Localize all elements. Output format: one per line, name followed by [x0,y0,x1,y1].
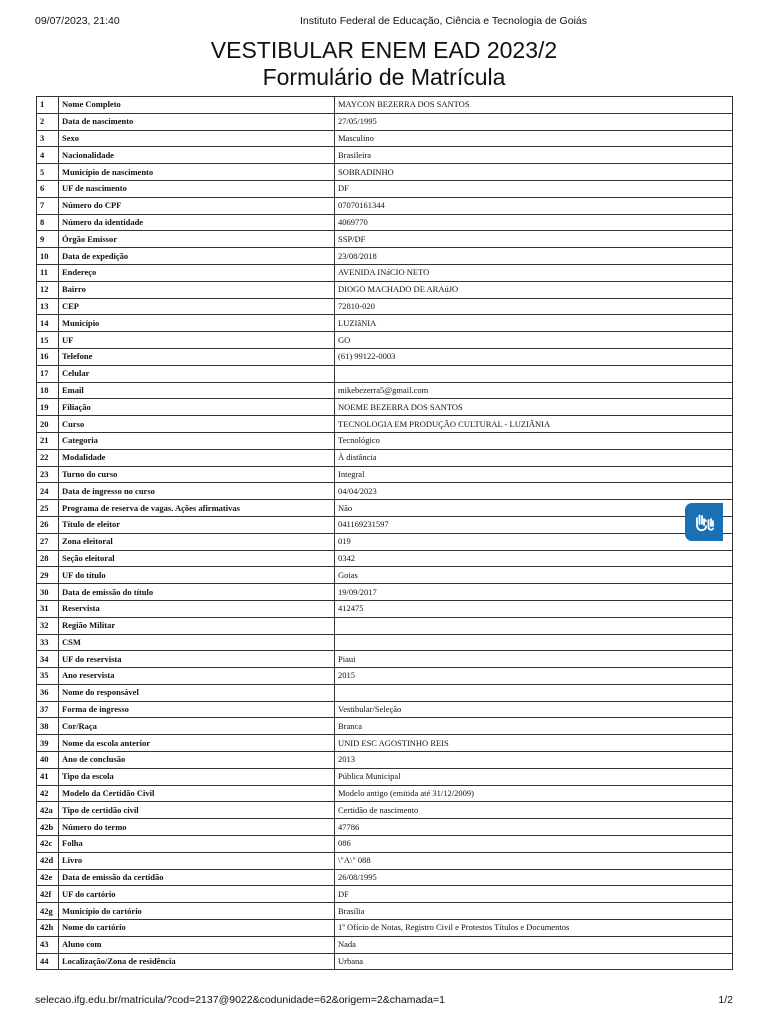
field-value: UNID ESC AGOSTINHO REIS [335,735,733,752]
field-label: Ano reservista [59,668,335,685]
field-label: Número da identidade [59,214,335,231]
field-label: Município de nascimento [59,164,335,181]
field-value [335,634,733,651]
form-row [37,819,733,836]
row-number: 34 [37,651,59,668]
field-label: UF do cartório [59,886,335,903]
print-datetime: 09/07/2023, 21:40 [35,15,120,27]
field-value: 2013 [335,752,733,769]
form-row [37,718,733,735]
field-label: Folha [59,836,335,853]
form-row [37,584,733,601]
field-label: Data de ingresso no curso [59,483,335,500]
field-label: Modelo da Certidão Civil [59,785,335,802]
row-number: 9 [37,231,59,248]
row-number: 21 [37,432,59,449]
form-row [37,886,733,903]
form-row [37,281,733,298]
form-row [37,600,733,617]
form-row [37,634,733,651]
row-number: 5 [37,164,59,181]
row-number: 35 [37,668,59,685]
form-row [37,936,733,953]
field-label: Número do termo [59,819,335,836]
field-label: Data de emissão da certidão [59,869,335,886]
enrollment-form-table [36,96,733,970]
form-row [37,752,733,769]
field-label: Nome do cartório [59,920,335,937]
form-row [37,836,733,853]
row-number: 10 [37,248,59,265]
field-value: Piaui [335,651,733,668]
field-value: GO [335,332,733,349]
field-label: Órgão Emissor [59,231,335,248]
field-label: UF do título [59,567,335,584]
row-number: 44 [37,953,59,970]
row-number: 6 [37,180,59,197]
row-number: 42f [37,886,59,903]
field-value: Branca [335,718,733,735]
field-value [335,365,733,382]
row-number: 40 [37,752,59,769]
field-label: Modalidade [59,449,335,466]
row-number: 36 [37,684,59,701]
form-row [37,953,733,970]
row-number: 30 [37,584,59,601]
field-value: 04/04/2023 [335,483,733,500]
form-row [37,920,733,937]
field-label: UF de nascimento [59,180,335,197]
row-number: 42g [37,903,59,920]
form-row [37,449,733,466]
row-number: 31 [37,600,59,617]
field-label: Categoria [59,432,335,449]
field-label: Endereço [59,264,335,281]
field-value: 27/05/1995 [335,113,733,130]
field-label: UF [59,332,335,349]
form-row [37,516,733,533]
field-value: 412475 [335,600,733,617]
field-label: Tipo da escola [59,768,335,785]
form-row [37,483,733,500]
page-number: 1/2 [718,994,733,1006]
field-label: Turno do curso [59,466,335,483]
field-value: Brasileira [335,147,733,164]
field-value: 4069770 [335,214,733,231]
field-label: Cor/Raça [59,718,335,735]
row-number: 15 [37,332,59,349]
field-value: Certidão de nascimento [335,802,733,819]
row-number: 13 [37,298,59,315]
field-label: Município [59,315,335,332]
field-label: CEP [59,298,335,315]
form-row [37,365,733,382]
form-row [37,701,733,718]
form-row [37,248,733,265]
row-number: 27 [37,533,59,550]
row-number: 33 [37,634,59,651]
institution-name: Instituto Federal de Educação, Ciência e Tecnologia de Goiás [300,15,587,27]
field-value [335,617,733,634]
vlibras-accessibility-button[interactable] [685,503,723,541]
field-value: À distância [335,449,733,466]
field-value: Não [335,500,733,517]
field-value: LUZIâNIA [335,315,733,332]
form-row [37,550,733,567]
field-value: Urbana [335,953,733,970]
field-label: Nome Completo [59,97,335,114]
form-row [37,348,733,365]
form-row [37,768,733,785]
document-subtitle: Formulário de Matrícula [262,64,506,90]
field-value: 2015 [335,668,733,685]
field-label: Sexo [59,130,335,147]
field-value: (61) 99122-0003 [335,348,733,365]
form-row [37,315,733,332]
row-number: 4 [37,147,59,164]
row-number: 26 [37,516,59,533]
field-label: Reservista [59,600,335,617]
field-label: UF do reservista [59,651,335,668]
form-row [37,785,733,802]
field-value: Brasília [335,903,733,920]
field-value: TECNOLOGIA EM PRODUÇÃO CULTURAL - LUZIÂNIA [335,416,733,433]
form-row [37,432,733,449]
row-number: 2 [37,113,59,130]
row-number: 32 [37,617,59,634]
form-row [37,130,733,147]
row-number: 23 [37,466,59,483]
form-row [37,466,733,483]
field-label: Telefone [59,348,335,365]
field-label: Aluno com [59,936,335,953]
form-row [37,399,733,416]
field-value: DF [335,180,733,197]
form-row [37,147,733,164]
form-row [37,97,733,114]
field-label: Data de emissão do título [59,584,335,601]
row-number: 12 [37,281,59,298]
field-value: 26/08/1995 [335,869,733,886]
sign-language-hands-icon [691,509,717,535]
field-value: Goias [335,567,733,584]
form-row [37,869,733,886]
field-value: AVENIDA INáCIO NETO [335,264,733,281]
field-value: \"A\" 088 [335,852,733,869]
field-label: Data de nascimento [59,113,335,130]
field-label: Curso [59,416,335,433]
row-number: 24 [37,483,59,500]
row-number: 42e [37,869,59,886]
field-value: Modelo antigo (emitida até 31/12/2009) [335,785,733,802]
row-number: 17 [37,365,59,382]
field-label: Seção eleitoral [59,550,335,567]
field-value: Nada [335,936,733,953]
field-label: Filiação [59,399,335,416]
form-row [37,382,733,399]
field-value: mikebezerra5@gmail.com [335,382,733,399]
row-number: 14 [37,315,59,332]
form-row [37,684,733,701]
row-number: 41 [37,768,59,785]
row-number: 16 [37,348,59,365]
field-label: Região Militar [59,617,335,634]
field-value: NOEME BEZERRA DOS SANTOS [335,399,733,416]
field-value: 086 [335,836,733,853]
form-row [37,668,733,685]
form-row [37,617,733,634]
form-row [37,214,733,231]
row-number: 37 [37,701,59,718]
row-number: 8 [37,214,59,231]
field-value: Pública Municipal [335,768,733,785]
row-number: 11 [37,264,59,281]
field-label: Forma de ingresso [59,701,335,718]
field-value: 07070161344 [335,197,733,214]
form-row [37,416,733,433]
field-value: SOBRADINHO [335,164,733,181]
field-label: Nome da escola anterior [59,735,335,752]
form-row [37,802,733,819]
row-number: 18 [37,382,59,399]
form-row [37,332,733,349]
field-value: 0342 [335,550,733,567]
field-value: Masculino [335,130,733,147]
field-value: 23/08/2018 [335,248,733,265]
print-url: selecao.ifg.edu.br/matricula/?cod=2137@9022&codunidade=62&origem=2&chamada=1 [35,994,445,1006]
form-row [37,651,733,668]
form-row [37,852,733,869]
row-number: 22 [37,449,59,466]
field-value: 72810-020 [335,298,733,315]
field-value: 041169231597 [335,516,733,533]
field-value: 1º Ofício de Notas, Registro Civil e Protestos Títulos e Documentos [335,920,733,937]
form-row [37,735,733,752]
form-row [37,164,733,181]
field-label: Livro [59,852,335,869]
row-number: 3 [37,130,59,147]
row-number: 42d [37,852,59,869]
field-label: Número do CPF [59,197,335,214]
field-label: Data de expedição [59,248,335,265]
field-value: MAYCON BEZERRA DOS SANTOS [335,97,733,114]
row-number: 19 [37,399,59,416]
field-value: DIOGO MACHADO DE ARAúJO [335,281,733,298]
field-label: Bairro [59,281,335,298]
field-label: Município do cartório [59,903,335,920]
field-value: DF [335,886,733,903]
row-number: 43 [37,936,59,953]
field-value: SSP/DF [335,231,733,248]
form-row [37,180,733,197]
row-number: 42h [37,920,59,937]
form-row [37,264,733,281]
row-number: 25 [37,500,59,517]
field-value: Tecnológico [335,432,733,449]
field-value: 47786 [335,819,733,836]
field-value: Vestibular/Seleção [335,701,733,718]
field-value: Integral [335,466,733,483]
field-label: Ano de conclusão [59,752,335,769]
form-row [37,231,733,248]
form-row [37,113,733,130]
field-label: Nacionalidade [59,147,335,164]
row-number: 42 [37,785,59,802]
field-label: Zona eleitoral [59,533,335,550]
field-label: Título de eleitor [59,516,335,533]
row-number: 42c [37,836,59,853]
row-number: 1 [37,97,59,114]
document-title: VESTIBULAR ENEM EAD 2023/2 [210,37,558,63]
field-value: 19/09/2017 [335,584,733,601]
row-number: 38 [37,718,59,735]
form-row [37,567,733,584]
row-number: 42b [37,819,59,836]
field-label: CSM [59,634,335,651]
field-label: Email [59,382,335,399]
field-value: 019 [335,533,733,550]
row-number: 7 [37,197,59,214]
row-number: 42a [37,802,59,819]
form-row [37,500,733,517]
field-label: Programa de reserva de vagas. Ações afirmativas [59,500,335,517]
field-label: Localização/Zona de residência [59,953,335,970]
field-label: Nome do responsável [59,684,335,701]
row-number: 28 [37,550,59,567]
row-number: 39 [37,735,59,752]
field-label: Celular [59,365,335,382]
form-row [37,197,733,214]
form-row [37,298,733,315]
row-number: 20 [37,416,59,433]
form-row [37,903,733,920]
row-number: 29 [37,567,59,584]
form-row [37,533,733,550]
field-value [335,684,733,701]
field-label: Tipo de certidão civil [59,802,335,819]
